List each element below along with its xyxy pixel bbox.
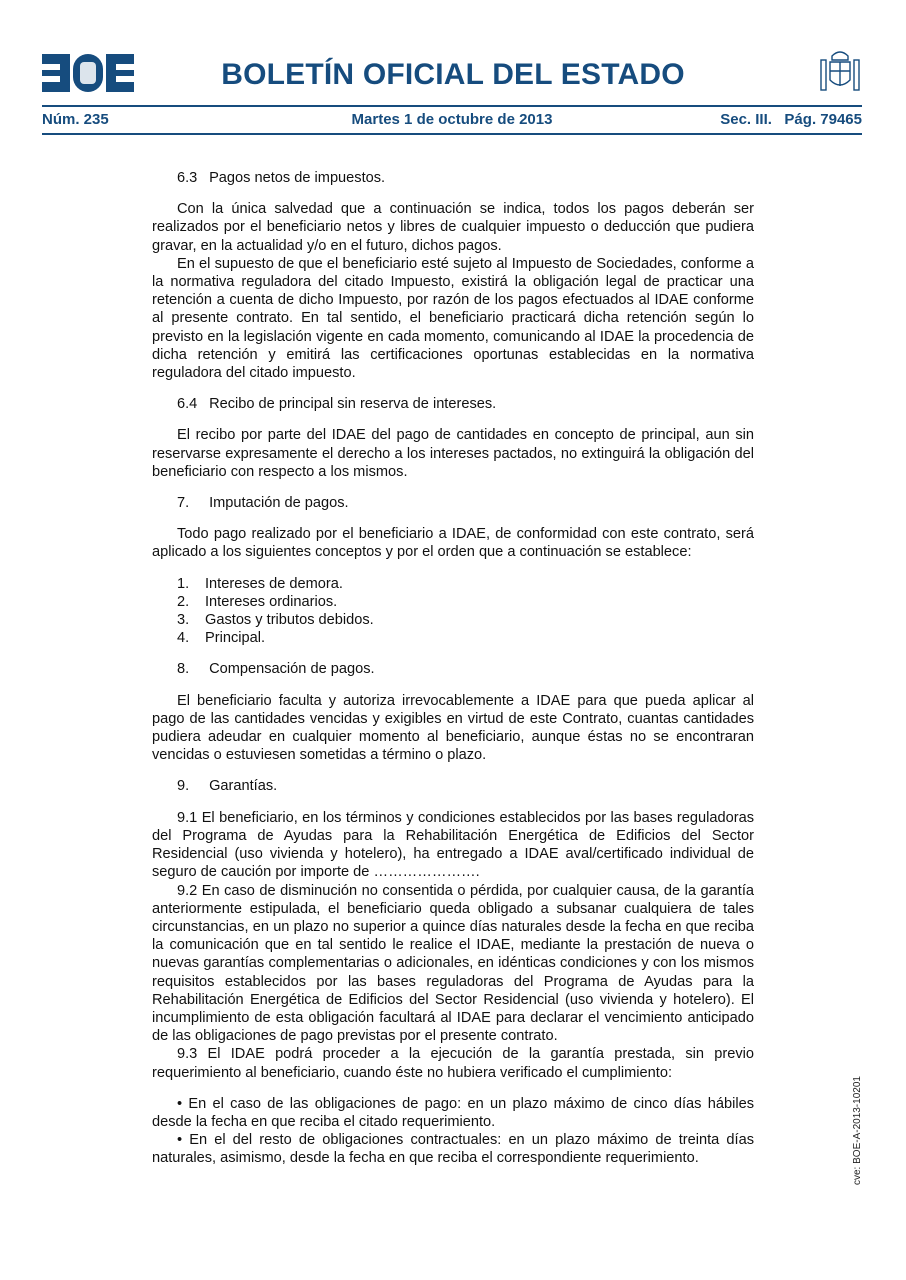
- list-item: 2. Intereses ordinarios.: [177, 593, 338, 610]
- paragraph: El recibo por parte del IDAE del pago de cantidades en concepto de principal, aun sin reservarse expresamente el derecho a los intereses pactados, no extinguirá la obligación del beneficiario con respecto a los mismos.: [152, 427, 754, 480]
- header-rule: [42, 105, 862, 107]
- paragraph: 9.3 El IDAE podrá proceder a la ejecución de la garantía prestada, sin previo requerimiento al beneficiario, cuando éste no hubiera verificado el cumplimiento:: [152, 1046, 754, 1081]
- section-heading: 9. Garantías.: [177, 778, 278, 795]
- section-heading: 7. Imputación de pagos.: [177, 495, 349, 512]
- header-rule-bottom: [42, 133, 862, 135]
- bullet-item: • En el caso de las obligaciones de pago: en un plazo máximo de cinco días hábiles desde la fecha en que reciba el citado requerimiento.: [152, 1095, 754, 1130]
- section-heading: 6.3 Pagos netos de impuestos.: [177, 170, 386, 186]
- paragraph: 9.1 El beneficiario, en los términos y condiciones establecidos por las bases reguladoras del Programa de Ayudas para la Rehabilitación Energética de Edificios del Sector Residencial (uso vivienda y hotelero), ha entregado a IDAE aval/certificado individual de seguro de caución por importe de ………………….: [152, 809, 754, 881]
- page-title: BOLETÍN OFICIAL DEL ESTADO: [221, 58, 685, 91]
- coat-of-arms-icon: [818, 46, 862, 94]
- cve-code: cve: BOE-A-2013-10201: [852, 1076, 863, 1185]
- paragraph: Todo pago realizado por el beneficiario a IDAE, de conformidad con este contrato, será aplicado a los siguientes conceptos y por el orden que a continuación se establece:: [152, 526, 754, 561]
- bullet-item: • En el del resto de obligaciones contractuales: en un plazo máximo de treinta días naturales, asimismo, desde la fecha en que reciba el correspondiente requerimiento.: [152, 1132, 754, 1167]
- section-heading: 6.4 Recibo de principal sin reserva de intereses.: [177, 396, 497, 413]
- payment-order-list: [152, 575, 754, 648]
- section-page: Sec. III. Pág. 79465: [720, 111, 862, 128]
- paragraph: El beneficiario faculta y autoriza irrevocablemente a IDAE para que pueda aplicar al pago de las cantidades vencidas y exigibles en virtud de este Contrato, cuantas cantidades pudiera adeudar en cualquier momento al beneficiario, aunque éstas no se encontraran vencidas o estuviesen sometidas a término o plazo.: [152, 692, 754, 764]
- paragraph: Con la única salvedad que a continuación se indica, todos los pagos deberán ser realizados por el beneficiario netos y libres de cualquier impuesto o deducción que pudiera gravar, en la actualidad y/o en el futuro, dichos pagos.: [152, 201, 754, 254]
- paragraph: En el supuesto de que el beneficiario esté sujeto al Impuesto de Sociedades, conforme a la normativa reguladora del citado Impuesto, existirá la obligación legal de practicar una retención a cuenta de dicho Impuesto, por razón de los pagos efectuados al IDAE conforme al presente contrato. En tal sentido, el beneficiario practicará dicha retención según lo previsto en la legislación vigente en cada momento, comunicando al IDAE la procedencia de dicha retención y emitirá las certificaciones oportunas establecidas en la normativa reguladora del citado impuesto.: [152, 255, 754, 382]
- document-body: [152, 169, 754, 1168]
- header-info: [42, 111, 862, 131]
- list-item: 3. Gastos y tributos debidos.: [177, 612, 374, 629]
- issue-date: Martes 1 de octubre de 2013: [351, 111, 553, 128]
- list-item: 1. Intereses de demora.: [177, 575, 343, 592]
- list-item: 4. Principal.: [177, 630, 266, 647]
- issue-number: Núm. 235: [42, 111, 109, 128]
- section-heading: 8. Compensación de pagos.: [177, 661, 375, 678]
- paragraph: 9.2 En caso de disminución no consentida o pérdida, por cualquier causa, de la garantía anteriormente estipulada, el beneficiario queda obligado a subsanar cualquiera de tales circunstancias, en un plazo no superior a quince días naturales desde la fecha en que reciba la comunicación que en tal sentido le realice el IDAE, mediante la prestación de nueva o nuevas garantías complementarias o adicionales, en idénticas condiciones y con los mismos requisitos establecidos por las bases reguladoras del Programa de Ayudas para la Rehabilitación Energética de Edificios del Sector Residencial (uso vivienda y hotelero). El incumplimiento de esta obligación facultará al IDAE para declarar el vencimiento anticipado de las obligaciones de pago previstas por el presente contrato.: [152, 882, 754, 1045]
